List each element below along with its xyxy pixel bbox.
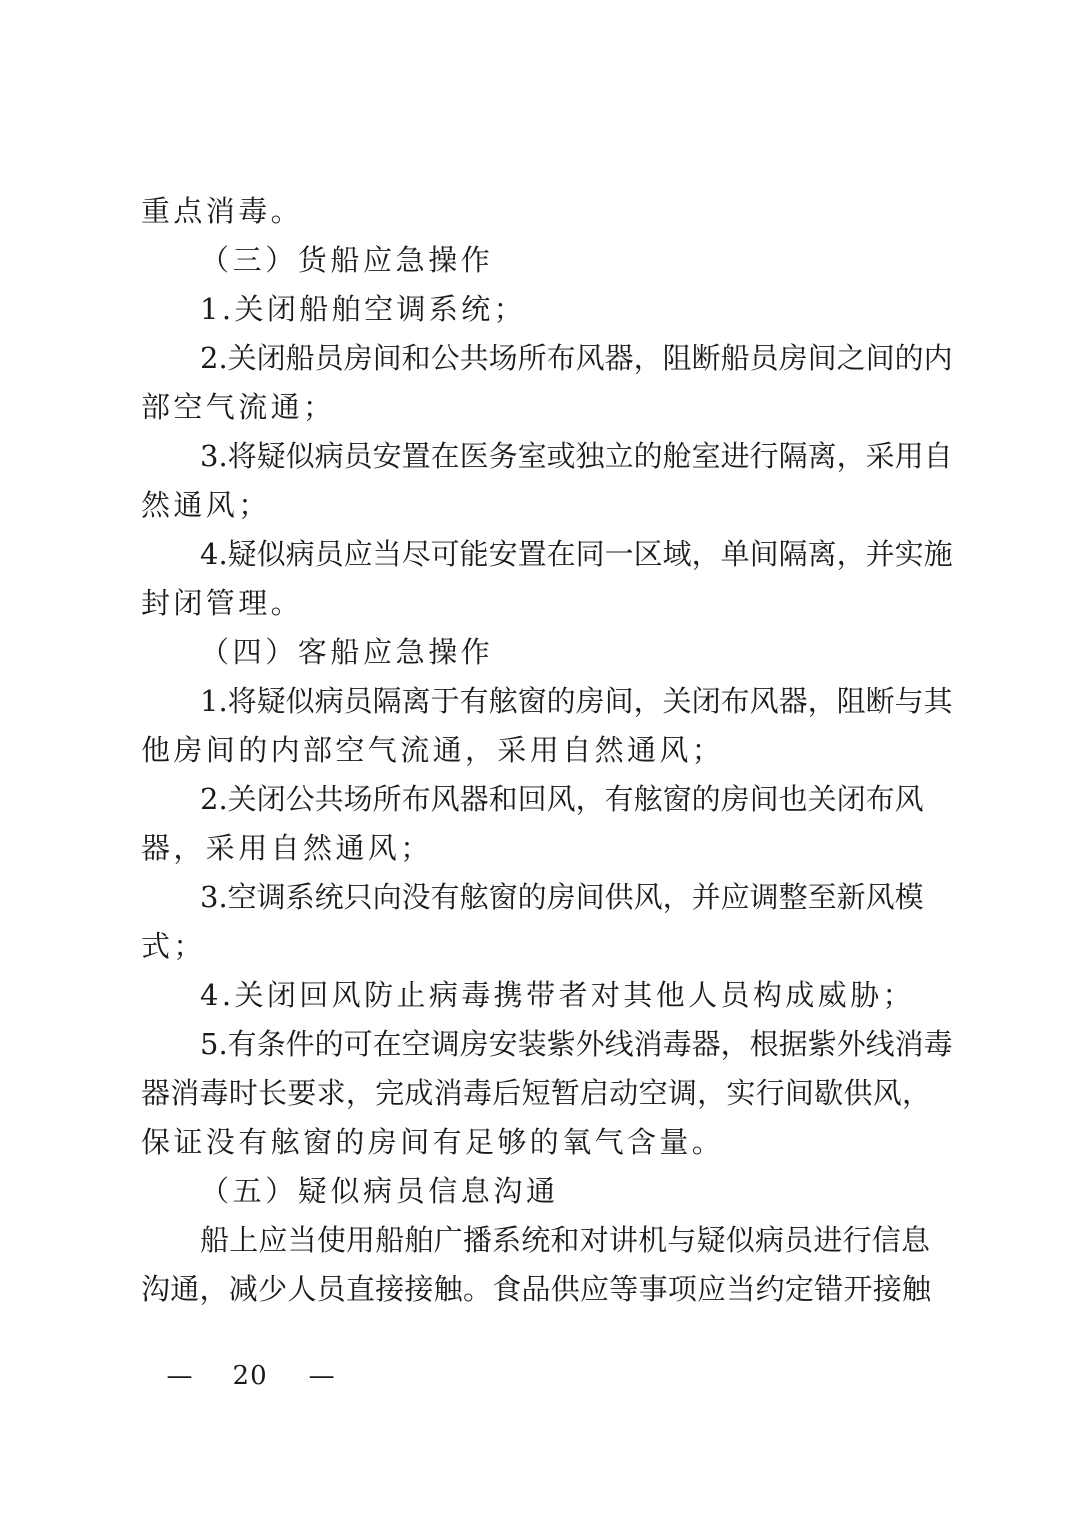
- body-line-13: 2.关闭公共场所布风器和回风，有舷窗的房间也关闭布风: [200, 782, 924, 816]
- body-line-17: 4.关闭回风防止病毒携带者对其他人员构成威胁；: [200, 978, 915, 1012]
- body-line-15: 3.空调系统只向没有舷窗的房间供风，并应调整至新风模: [200, 880, 924, 914]
- footer-dash-left: —: [166, 1361, 194, 1391]
- body-line-12: 他房间的内部空气流通，采用自然通风；: [141, 733, 725, 767]
- body-line-9: 封闭管理。: [141, 586, 304, 620]
- body-line-4: 2.关闭船员房间和公共场所布风器，阻断船员房间之间的内: [200, 341, 953, 375]
- body-line-20: 保证没有舷窗的房间有足够的氧气含量。: [141, 1125, 725, 1159]
- body-line-5: 部空气流通；: [141, 390, 336, 424]
- body-line-16: 式；: [141, 929, 206, 963]
- body-line-23: 沟通，减少人员直接接触。食品供应等事项应当约定错开接触: [141, 1272, 931, 1306]
- body-line-7: 然通风；: [141, 488, 271, 522]
- body-line-14: 器，采用自然通风；: [141, 831, 433, 865]
- body-line-8: 4.疑似病员应当尽可能安置在同一区域，单间隔离，并实施: [200, 537, 953, 571]
- section-heading-3: （三）货船应急操作: [200, 243, 494, 277]
- page-number: 20: [232, 1361, 268, 1391]
- body-line-18: 5.有条件的可在空调房安装紫外线消毒器，根据紫外线消毒: [200, 1027, 953, 1061]
- section-heading-5: （五）疑似病员信息沟通: [200, 1174, 559, 1208]
- body-line-11: 1.将疑似病员隔离于有舷窗的房间，关闭布风器，阻断与其: [200, 684, 953, 718]
- body-line-1: 重点消毒。: [141, 194, 304, 228]
- body-line-3: 1.关闭船舶空调系统；: [200, 292, 527, 326]
- body-line-6: 3.将疑似病员安置在医务室或独立的舱室进行隔离，采用自: [200, 439, 953, 473]
- section-heading-4: （四）客船应急操作: [200, 635, 494, 669]
- body-line-22: 船上应当使用船舶广播系统和对讲机与疑似病员进行信息: [200, 1223, 930, 1257]
- body-line-19: 器消毒时长要求，完成消毒后短暂启动空调，实行间歇供风，: [141, 1076, 931, 1110]
- page-footer: [166, 1356, 336, 1396]
- footer-dash-right: —: [308, 1361, 336, 1391]
